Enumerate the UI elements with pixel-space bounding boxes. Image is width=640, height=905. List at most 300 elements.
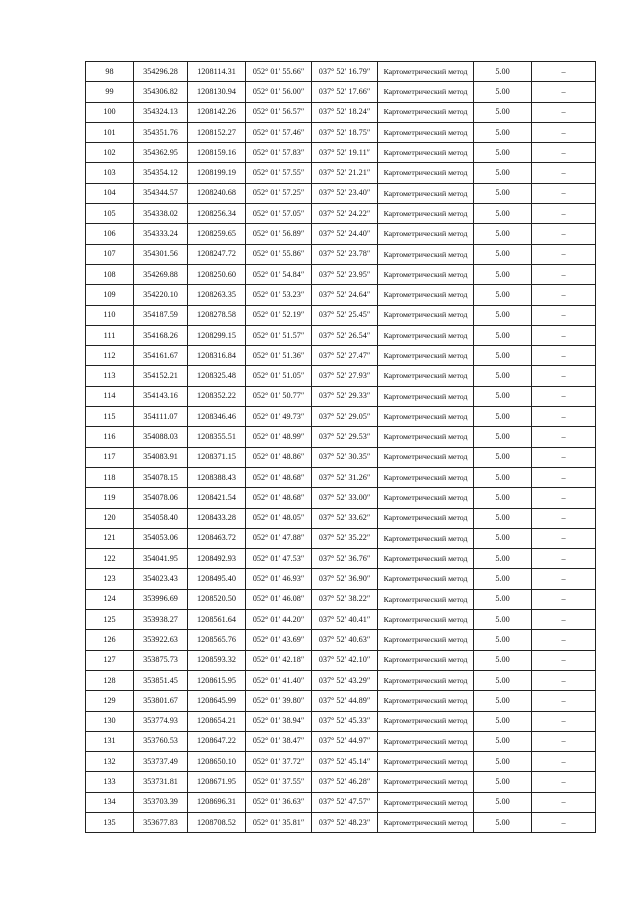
longitude-cell: 037° 52′ 43.29″ xyxy=(312,670,378,690)
accuracy-cell: 5.00 xyxy=(474,285,532,305)
longitude-cell: 037° 52′ 29.53″ xyxy=(312,427,378,447)
point-number-cell: 133 xyxy=(86,772,134,792)
latitude-cell: 052° 01′ 57.05″ xyxy=(246,204,312,224)
method-cell: Картометрический метод xyxy=(378,305,474,325)
longitude-cell: 037° 52′ 36.76″ xyxy=(312,549,378,569)
y-coordinate-cell: 1208647.22 xyxy=(188,731,246,751)
x-coordinate-cell: 353760.53 xyxy=(134,731,188,751)
point-number-cell: 130 xyxy=(86,711,134,731)
accuracy-cell: 5.00 xyxy=(474,792,532,812)
x-coordinate-cell: 354269.88 xyxy=(134,264,188,284)
point-number-cell: 106 xyxy=(86,224,134,244)
longitude-cell: 037° 52′ 46.28″ xyxy=(312,772,378,792)
table-row xyxy=(86,264,596,284)
latitude-cell: 052° 01′ 57.25″ xyxy=(246,183,312,203)
latitude-cell: 052° 01′ 57.55″ xyxy=(246,163,312,183)
point-number-cell: 107 xyxy=(86,244,134,264)
method-cell: Картометрический метод xyxy=(378,143,474,163)
longitude-cell: 037° 52′ 47.57″ xyxy=(312,792,378,812)
longitude-cell: 037° 52′ 45.14″ xyxy=(312,752,378,772)
coordinates-table xyxy=(85,61,596,833)
longitude-cell: 037° 52′ 38.22″ xyxy=(312,589,378,609)
table-row xyxy=(86,630,596,650)
accuracy-cell: 5.00 xyxy=(474,386,532,406)
accuracy-cell: 5.00 xyxy=(474,82,532,102)
method-cell: Картометрический метод xyxy=(378,711,474,731)
coordinates-sheet xyxy=(85,61,595,833)
y-coordinate-cell: 1208615.95 xyxy=(188,670,246,690)
x-coordinate-cell: 353677.83 xyxy=(134,812,188,832)
y-coordinate-cell: 1208371.15 xyxy=(188,447,246,467)
description-cell: – xyxy=(532,630,596,650)
latitude-cell: 052° 01′ 48.05″ xyxy=(246,508,312,528)
table-row xyxy=(86,204,596,224)
description-cell: – xyxy=(532,264,596,284)
latitude-cell: 052° 01′ 36.63″ xyxy=(246,792,312,812)
description-cell: – xyxy=(532,224,596,244)
accuracy-cell: 5.00 xyxy=(474,447,532,467)
method-cell: Картометрический метод xyxy=(378,528,474,548)
longitude-cell: 037° 52′ 40.41″ xyxy=(312,610,378,630)
point-number-cell: 135 xyxy=(86,812,134,832)
x-coordinate-cell: 354058.40 xyxy=(134,508,188,528)
y-coordinate-cell: 1208316.84 xyxy=(188,346,246,366)
table-row xyxy=(86,670,596,690)
table-row xyxy=(86,772,596,792)
method-cell: Картометрический метод xyxy=(378,264,474,284)
accuracy-cell: 5.00 xyxy=(474,143,532,163)
accuracy-cell: 5.00 xyxy=(474,62,532,82)
table-row xyxy=(86,224,596,244)
table-row xyxy=(86,569,596,589)
table-row xyxy=(86,183,596,203)
description-cell: – xyxy=(532,244,596,264)
longitude-cell: 037° 52′ 16.79″ xyxy=(312,62,378,82)
longitude-cell: 037° 52′ 44.89″ xyxy=(312,691,378,711)
point-number-cell: 118 xyxy=(86,467,134,487)
method-cell: Картометрический метод xyxy=(378,407,474,427)
accuracy-cell: 5.00 xyxy=(474,752,532,772)
table-row xyxy=(86,346,596,366)
point-number-cell: 102 xyxy=(86,143,134,163)
description-cell: – xyxy=(532,305,596,325)
table-row xyxy=(86,610,596,630)
point-number-cell: 122 xyxy=(86,549,134,569)
latitude-cell: 052° 01′ 47.53″ xyxy=(246,549,312,569)
description-cell: – xyxy=(532,467,596,487)
y-coordinate-cell: 1208263.35 xyxy=(188,285,246,305)
method-cell: Картометрический метод xyxy=(378,589,474,609)
method-cell: Картометрический метод xyxy=(378,82,474,102)
method-cell: Картометрический метод xyxy=(378,102,474,122)
longitude-cell: 037° 52′ 24.64″ xyxy=(312,285,378,305)
accuracy-cell: 5.00 xyxy=(474,467,532,487)
point-number-cell: 117 xyxy=(86,447,134,467)
y-coordinate-cell: 1208152.27 xyxy=(188,122,246,142)
table-row xyxy=(86,143,596,163)
table-row xyxy=(86,325,596,345)
x-coordinate-cell: 354078.15 xyxy=(134,467,188,487)
accuracy-cell: 5.00 xyxy=(474,670,532,690)
longitude-cell: 037° 52′ 19.11″ xyxy=(312,143,378,163)
y-coordinate-cell: 1208650.10 xyxy=(188,752,246,772)
description-cell: – xyxy=(532,752,596,772)
y-coordinate-cell: 1208421.54 xyxy=(188,488,246,508)
table-row xyxy=(86,244,596,264)
table-row xyxy=(86,752,596,772)
point-number-cell: 104 xyxy=(86,183,134,203)
table-row xyxy=(86,366,596,386)
y-coordinate-cell: 1208654.21 xyxy=(188,711,246,731)
point-number-cell: 127 xyxy=(86,650,134,670)
x-coordinate-cell: 354306.82 xyxy=(134,82,188,102)
y-coordinate-cell: 1208278.58 xyxy=(188,305,246,325)
table-row xyxy=(86,386,596,406)
accuracy-cell: 5.00 xyxy=(474,204,532,224)
accuracy-cell: 5.00 xyxy=(474,772,532,792)
method-cell: Картометрический метод xyxy=(378,691,474,711)
method-cell: Картометрический метод xyxy=(378,792,474,812)
longitude-cell: 037° 52′ 21.21″ xyxy=(312,163,378,183)
accuracy-cell: 5.00 xyxy=(474,711,532,731)
x-coordinate-cell: 353801.67 xyxy=(134,691,188,711)
longitude-cell: 037° 52′ 30.35″ xyxy=(312,447,378,467)
table-row xyxy=(86,792,596,812)
method-cell: Картометрический метод xyxy=(378,650,474,670)
latitude-cell: 052° 01′ 35.81″ xyxy=(246,812,312,832)
description-cell: – xyxy=(532,488,596,508)
y-coordinate-cell: 1208199.19 xyxy=(188,163,246,183)
table-row xyxy=(86,122,596,142)
accuracy-cell: 5.00 xyxy=(474,325,532,345)
accuracy-cell: 5.00 xyxy=(474,650,532,670)
description-cell: – xyxy=(532,528,596,548)
point-number-cell: 131 xyxy=(86,731,134,751)
accuracy-cell: 5.00 xyxy=(474,731,532,751)
y-coordinate-cell: 1208325.48 xyxy=(188,366,246,386)
longitude-cell: 037° 52′ 23.95″ xyxy=(312,264,378,284)
description-cell: – xyxy=(532,366,596,386)
longitude-cell: 037° 52′ 42.10″ xyxy=(312,650,378,670)
y-coordinate-cell: 1208114.31 xyxy=(188,62,246,82)
x-coordinate-cell: 353703.39 xyxy=(134,792,188,812)
y-coordinate-cell: 1208463.72 xyxy=(188,528,246,548)
x-coordinate-cell: 354078.06 xyxy=(134,488,188,508)
longitude-cell: 037° 52′ 18.24″ xyxy=(312,102,378,122)
latitude-cell: 052° 01′ 38.94″ xyxy=(246,711,312,731)
description-cell: – xyxy=(532,62,596,82)
x-coordinate-cell: 354152.21 xyxy=(134,366,188,386)
table-row xyxy=(86,427,596,447)
method-cell: Картометрический метод xyxy=(378,386,474,406)
description-cell: – xyxy=(532,163,596,183)
table-row xyxy=(86,82,596,102)
y-coordinate-cell: 1208142.26 xyxy=(188,102,246,122)
y-coordinate-cell: 1208159.16 xyxy=(188,143,246,163)
x-coordinate-cell: 354354.12 xyxy=(134,163,188,183)
method-cell: Картометрический метод xyxy=(378,752,474,772)
description-cell: – xyxy=(532,122,596,142)
description-cell: – xyxy=(532,407,596,427)
latitude-cell: 052° 01′ 53.23″ xyxy=(246,285,312,305)
accuracy-cell: 5.00 xyxy=(474,610,532,630)
y-coordinate-cell: 1208671.95 xyxy=(188,772,246,792)
table-row xyxy=(86,163,596,183)
table-row xyxy=(86,528,596,548)
description-cell: – xyxy=(532,670,596,690)
latitude-cell: 052° 01′ 44.20″ xyxy=(246,610,312,630)
longitude-cell: 037° 52′ 24.40″ xyxy=(312,224,378,244)
y-coordinate-cell: 1208645.99 xyxy=(188,691,246,711)
y-coordinate-cell: 1208708.52 xyxy=(188,812,246,832)
y-coordinate-cell: 1208256.34 xyxy=(188,204,246,224)
longitude-cell: 037° 52′ 23.40″ xyxy=(312,183,378,203)
description-cell: – xyxy=(532,792,596,812)
y-coordinate-cell: 1208247.72 xyxy=(188,244,246,264)
latitude-cell: 052° 01′ 39.80″ xyxy=(246,691,312,711)
table-row xyxy=(86,589,596,609)
description-cell: – xyxy=(532,650,596,670)
accuracy-cell: 5.00 xyxy=(474,366,532,386)
x-coordinate-cell: 354143.16 xyxy=(134,386,188,406)
accuracy-cell: 5.00 xyxy=(474,589,532,609)
accuracy-cell: 5.00 xyxy=(474,122,532,142)
accuracy-cell: 5.00 xyxy=(474,102,532,122)
y-coordinate-cell: 1208495.40 xyxy=(188,569,246,589)
point-number-cell: 108 xyxy=(86,264,134,284)
x-coordinate-cell: 354324.13 xyxy=(134,102,188,122)
description-cell: – xyxy=(532,731,596,751)
accuracy-cell: 5.00 xyxy=(474,224,532,244)
method-cell: Картометрический метод xyxy=(378,62,474,82)
method-cell: Картометрический метод xyxy=(378,610,474,630)
method-cell: Картометрический метод xyxy=(378,812,474,832)
y-coordinate-cell: 1208299.15 xyxy=(188,325,246,345)
description-cell: – xyxy=(532,346,596,366)
longitude-cell: 037° 52′ 29.33″ xyxy=(312,386,378,406)
point-number-cell: 101 xyxy=(86,122,134,142)
x-coordinate-cell: 354083.91 xyxy=(134,447,188,467)
longitude-cell: 037° 52′ 33.00″ xyxy=(312,488,378,508)
x-coordinate-cell: 353731.81 xyxy=(134,772,188,792)
point-number-cell: 123 xyxy=(86,569,134,589)
latitude-cell: 052° 01′ 48.68″ xyxy=(246,488,312,508)
method-cell: Картометрический метод xyxy=(378,630,474,650)
method-cell: Картометрический метод xyxy=(378,488,474,508)
accuracy-cell: 5.00 xyxy=(474,528,532,548)
longitude-cell: 037° 52′ 23.78″ xyxy=(312,244,378,264)
longitude-cell: 037° 52′ 48.23″ xyxy=(312,812,378,832)
accuracy-cell: 5.00 xyxy=(474,264,532,284)
x-coordinate-cell: 354344.57 xyxy=(134,183,188,203)
y-coordinate-cell: 1208346.46 xyxy=(188,407,246,427)
point-number-cell: 124 xyxy=(86,589,134,609)
latitude-cell: 052° 01′ 47.88″ xyxy=(246,528,312,548)
method-cell: Картометрический метод xyxy=(378,204,474,224)
method-cell: Картометрический метод xyxy=(378,569,474,589)
latitude-cell: 052° 01′ 38.47″ xyxy=(246,731,312,751)
point-number-cell: 120 xyxy=(86,508,134,528)
accuracy-cell: 5.00 xyxy=(474,427,532,447)
x-coordinate-cell: 354088.03 xyxy=(134,427,188,447)
longitude-cell: 037° 52′ 18.75″ xyxy=(312,122,378,142)
table-row xyxy=(86,650,596,670)
latitude-cell: 052° 01′ 56.89″ xyxy=(246,224,312,244)
latitude-cell: 052° 01′ 51.57″ xyxy=(246,325,312,345)
x-coordinate-cell: 354220.10 xyxy=(134,285,188,305)
x-coordinate-cell: 354041.95 xyxy=(134,549,188,569)
method-cell: Картометрический метод xyxy=(378,427,474,447)
method-cell: Картометрический метод xyxy=(378,163,474,183)
latitude-cell: 052° 01′ 54.84″ xyxy=(246,264,312,284)
point-number-cell: 111 xyxy=(86,325,134,345)
method-cell: Картометрический метод xyxy=(378,346,474,366)
y-coordinate-cell: 1208561.64 xyxy=(188,610,246,630)
accuracy-cell: 5.00 xyxy=(474,630,532,650)
accuracy-cell: 5.00 xyxy=(474,691,532,711)
latitude-cell: 052° 01′ 46.93″ xyxy=(246,569,312,589)
accuracy-cell: 5.00 xyxy=(474,812,532,832)
x-coordinate-cell: 354351.76 xyxy=(134,122,188,142)
x-coordinate-cell: 354168.26 xyxy=(134,325,188,345)
x-coordinate-cell: 354187.59 xyxy=(134,305,188,325)
y-coordinate-cell: 1208565.76 xyxy=(188,630,246,650)
y-coordinate-cell: 1208388.43 xyxy=(188,467,246,487)
point-number-cell: 132 xyxy=(86,752,134,772)
latitude-cell: 052° 01′ 43.69″ xyxy=(246,630,312,650)
description-cell: – xyxy=(532,82,596,102)
longitude-cell: 037° 52′ 33.62″ xyxy=(312,508,378,528)
description-cell: – xyxy=(532,691,596,711)
accuracy-cell: 5.00 xyxy=(474,549,532,569)
method-cell: Картометрический метод xyxy=(378,549,474,569)
description-cell: – xyxy=(532,610,596,630)
latitude-cell: 052° 01′ 50.77″ xyxy=(246,386,312,406)
latitude-cell: 052° 01′ 42.18″ xyxy=(246,650,312,670)
longitude-cell: 037° 52′ 26.54″ xyxy=(312,325,378,345)
x-coordinate-cell: 354301.56 xyxy=(134,244,188,264)
table-row xyxy=(86,285,596,305)
method-cell: Картометрический метод xyxy=(378,285,474,305)
accuracy-cell: 5.00 xyxy=(474,407,532,427)
table-row xyxy=(86,731,596,751)
x-coordinate-cell: 354023.43 xyxy=(134,569,188,589)
table-row xyxy=(86,305,596,325)
y-coordinate-cell: 1208355.51 xyxy=(188,427,246,447)
point-number-cell: 129 xyxy=(86,691,134,711)
y-coordinate-cell: 1208433.28 xyxy=(188,508,246,528)
longitude-cell: 037° 52′ 35.22″ xyxy=(312,528,378,548)
accuracy-cell: 5.00 xyxy=(474,163,532,183)
description-cell: – xyxy=(532,569,596,589)
x-coordinate-cell: 353938.27 xyxy=(134,610,188,630)
y-coordinate-cell: 1208492.93 xyxy=(188,549,246,569)
x-coordinate-cell: 353922.63 xyxy=(134,630,188,650)
y-coordinate-cell: 1208696.31 xyxy=(188,792,246,812)
table-row xyxy=(86,549,596,569)
y-coordinate-cell: 1208520.50 xyxy=(188,589,246,609)
description-cell: – xyxy=(532,204,596,224)
method-cell: Картометрический метод xyxy=(378,467,474,487)
x-coordinate-cell: 353774.93 xyxy=(134,711,188,731)
method-cell: Картометрический метод xyxy=(378,325,474,345)
latitude-cell: 052° 01′ 49.73″ xyxy=(246,407,312,427)
longitude-cell: 037° 52′ 36.90″ xyxy=(312,569,378,589)
latitude-cell: 052° 01′ 46.08″ xyxy=(246,589,312,609)
point-number-cell: 116 xyxy=(86,427,134,447)
method-cell: Картометрический метод xyxy=(378,183,474,203)
y-coordinate-cell: 1208593.32 xyxy=(188,650,246,670)
accuracy-cell: 5.00 xyxy=(474,305,532,325)
y-coordinate-cell: 1208130.94 xyxy=(188,82,246,102)
table-row xyxy=(86,102,596,122)
point-number-cell: 121 xyxy=(86,528,134,548)
description-cell: – xyxy=(532,183,596,203)
method-cell: Картометрический метод xyxy=(378,447,474,467)
table-row xyxy=(86,508,596,528)
point-number-cell: 134 xyxy=(86,792,134,812)
x-coordinate-cell: 354296.28 xyxy=(134,62,188,82)
latitude-cell: 052° 01′ 57.83″ xyxy=(246,143,312,163)
x-coordinate-cell: 354111.07 xyxy=(134,407,188,427)
x-coordinate-cell: 354338.02 xyxy=(134,204,188,224)
latitude-cell: 052° 01′ 56.57″ xyxy=(246,102,312,122)
y-coordinate-cell: 1208250.60 xyxy=(188,264,246,284)
coordinates-table-body xyxy=(86,62,596,833)
longitude-cell: 037° 52′ 45.33″ xyxy=(312,711,378,731)
longitude-cell: 037° 52′ 29.05″ xyxy=(312,407,378,427)
point-number-cell: 125 xyxy=(86,610,134,630)
description-cell: – xyxy=(532,325,596,345)
y-coordinate-cell: 1208352.22 xyxy=(188,386,246,406)
latitude-cell: 052° 01′ 48.99″ xyxy=(246,427,312,447)
description-cell: – xyxy=(532,772,596,792)
description-cell: – xyxy=(532,143,596,163)
description-cell: – xyxy=(532,508,596,528)
point-number-cell: 126 xyxy=(86,630,134,650)
point-number-cell: 109 xyxy=(86,285,134,305)
x-coordinate-cell: 354161.67 xyxy=(134,346,188,366)
point-number-cell: 99 xyxy=(86,82,134,102)
latitude-cell: 052° 01′ 51.36″ xyxy=(246,346,312,366)
table-row xyxy=(86,467,596,487)
point-number-cell: 114 xyxy=(86,386,134,406)
latitude-cell: 052° 01′ 51.05″ xyxy=(246,366,312,386)
latitude-cell: 052° 01′ 41.40″ xyxy=(246,670,312,690)
method-cell: Картометрический метод xyxy=(378,772,474,792)
latitude-cell: 052° 01′ 37.72″ xyxy=(246,752,312,772)
x-coordinate-cell: 354362.95 xyxy=(134,143,188,163)
method-cell: Картометрический метод xyxy=(378,122,474,142)
table-row xyxy=(86,711,596,731)
table-row xyxy=(86,812,596,832)
longitude-cell: 037° 52′ 27.47″ xyxy=(312,346,378,366)
point-number-cell: 112 xyxy=(86,346,134,366)
accuracy-cell: 5.00 xyxy=(474,569,532,589)
description-cell: – xyxy=(532,589,596,609)
table-row xyxy=(86,447,596,467)
description-cell: – xyxy=(532,427,596,447)
point-number-cell: 113 xyxy=(86,366,134,386)
longitude-cell: 037° 52′ 25.45″ xyxy=(312,305,378,325)
y-coordinate-cell: 1208240.68 xyxy=(188,183,246,203)
point-number-cell: 128 xyxy=(86,670,134,690)
accuracy-cell: 5.00 xyxy=(474,183,532,203)
method-cell: Картометрический метод xyxy=(378,670,474,690)
longitude-cell: 037° 52′ 44.97″ xyxy=(312,731,378,751)
x-coordinate-cell: 353875.73 xyxy=(134,650,188,670)
longitude-cell: 037° 52′ 17.66″ xyxy=(312,82,378,102)
